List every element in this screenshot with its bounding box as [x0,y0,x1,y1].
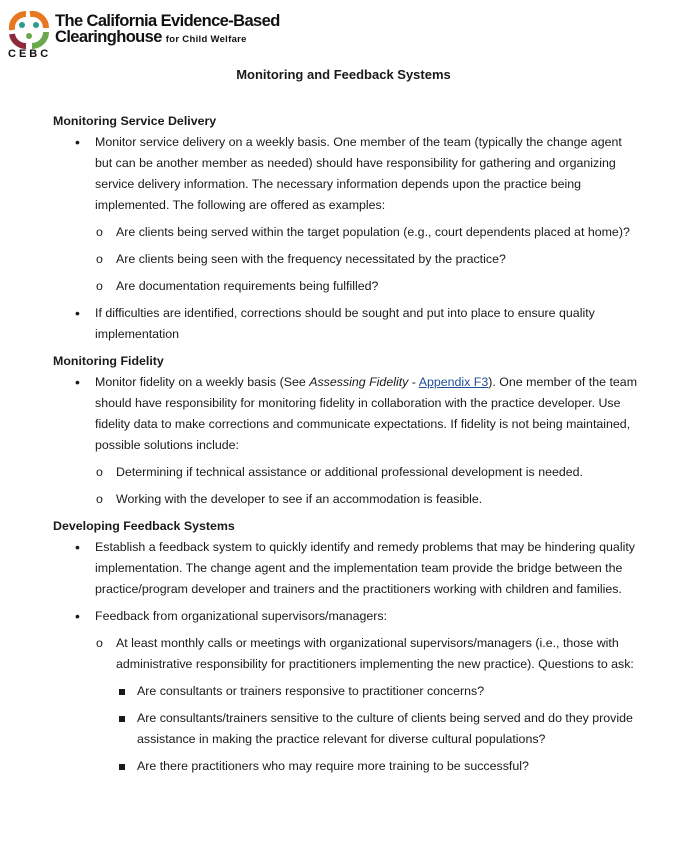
sub-bullet-item: o Are documentation requirements being fulfilled? [53,276,638,297]
section-heading: Developing Feedback Systems [53,519,235,533]
sub-bullet-item: o Working with the developer to see if an accommodation is feasible. [53,489,638,510]
cebc-logo [6,8,286,64]
logo-line1: The California Evidence-Based [55,12,280,30]
bullet-item: • If difficulties are identified, corrections should be sought and put into place to ensure quality implementation [53,303,638,345]
square-bullet-item: Are there practitioners who may require more training to be successful? [53,756,638,777]
document-body [53,111,638,777]
appendix-link[interactable]: Appendix F3 [418,375,489,389]
page-title: Monitoring and Feedback Systems [236,67,451,82]
section-heading: Monitoring Service Delivery [53,114,217,128]
bullet-item: • Feedback from organizational supervisors/managers: [53,606,638,627]
bullet-item: • Monitor fidelity on a weekly basis (See Assessing Fidelity - Appendix F3). One member of the team should have responsibility for monitoring fidelity in collaboration with the practice developer. Use fidelity data to make corrections and communicate expectations. If fidelity is not being maintained, possible solutions include: [53,372,638,456]
sub-bullet-item: o Determining if technical assistance or additional professional development is needed. [53,462,638,483]
logo-abbr: CEBC [8,48,52,60]
logo-line2: Clearinghouse for Child Welfare [55,28,247,46]
sub-bullet-item: o At least monthly calls or meetings with organizational supervisors/managers (i.e., those with administrative responsibility for practitioners implementing the new practice). Questions to ask: [53,633,638,675]
sub-bullet-item: o Are clients being seen with the frequency necessitated by the practice? [53,249,638,270]
square-bullet-item: Are consultants/trainers sensitive to the culture of clients being served and do they provide assistance in making the practice relevant for diverse cultural populations? [53,708,638,750]
section-heading: Monitoring Fidelity [53,354,164,368]
bullet-item: • Establish a feedback system to quickly identify and remedy problems that may be hindering quality implementation. The change agent and the implementation team provide the bridge between the practice/program developer and trainers and the practitioners working with children and families. [53,537,638,600]
sub-bullet-item: o Are clients being served within the target population (e.g., court dependents placed at home)? [53,222,638,243]
cebc-logo-icon [6,8,52,50]
square-bullet-item: Are consultants or trainers responsive to practitioner concerns? [53,681,638,702]
bullet-item: • Monitor service delivery on a weekly basis. One member of the team (typically the change agent but can be another member as needed) should have responsibility for gathering and organizing service delivery information. The necessary information depends upon the practice being implemented. The following are offered as examples: [53,132,638,216]
